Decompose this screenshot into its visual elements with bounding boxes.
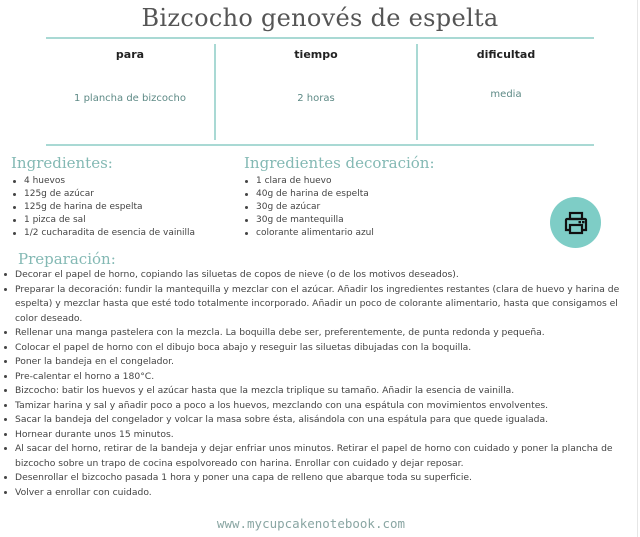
list-item: 40g de harina de espelta (243, 188, 374, 201)
info-value: 2 horas (297, 93, 335, 104)
recipe-title: Bizcocho genovés de espelta (141, 4, 499, 32)
list-item: 30g de azúcar (243, 201, 374, 214)
preparation-heading: Preparación: (18, 250, 116, 268)
divider-bottom (46, 144, 594, 146)
step-item: Volver a enrollar con cuidado. (2, 486, 620, 501)
decoration-list (243, 175, 374, 240)
scrollbar[interactable] (637, 0, 638, 537)
printer-icon (563, 211, 589, 235)
list-item: 125g de harina de espelta (11, 201, 195, 214)
list-item: 1 clara de huevo (243, 175, 374, 188)
preparation-steps (2, 268, 620, 500)
list-item: 125g de azúcar (11, 188, 195, 201)
divider-top (46, 37, 594, 39)
list-item: 1 pizca de sal (11, 214, 195, 227)
step-item: Pre-calentar el horno a 180°C. (2, 370, 620, 385)
step-item: Preparar la decoración: fundir la mantequilla y mezclar con el azúcar. Añadir los ingredientes restantes (clara de huevo y harina de espelta) y mezclar hasta que esté todo totalmente incorporado. Añadir un poco de colorante alimentario, hasta que consigamos el color deseado. (2, 283, 620, 327)
step-item: Bizcocho: batir los huevos y el azúcar hasta que la mezcla triplique su tamaño. Añadir la esencia de vainilla. (2, 384, 620, 399)
step-item: Rellenar una manga pastelera con la mezcla. La boquilla debe ser, preferentemente, de punta redonda y pequeña. (2, 326, 620, 341)
info-value: 1 plancha de bizcocho (74, 93, 186, 104)
ingredients-heading: Ingredientes: (11, 154, 113, 172)
step-item: Al sacar del horno, retirar de la bandeja y dejar enfriar unos minutos. Retirar el papel de horno con cuidado y poner la plancha de bizcocho sobre un trapo de cocina espolvoreado con harina. Enrollar con cuidado y dejar reposar. (2, 442, 620, 471)
info-servings (46, 40, 214, 144)
info-label: para (115, 48, 145, 61)
print-button[interactable] (550, 197, 601, 248)
info-label: dificultad (476, 48, 536, 61)
step-item: Poner la bandeja en el congelador. (2, 355, 620, 370)
info-time (216, 40, 416, 144)
step-item: Decorar el papel de horno, copiando las siluetas de copos de nieve (o de los motivos deseados). (2, 268, 620, 283)
ingredients-list (11, 175, 195, 240)
list-item: 30g de mantequilla (243, 214, 374, 227)
info-difficulty (418, 40, 594, 144)
step-item: Sacar la bandeja del congelador y volcar la masa sobre ésta, alisándola con una espátula para que quede igualada. (2, 413, 620, 428)
info-value: media (490, 89, 522, 100)
info-label: tiempo (294, 48, 338, 61)
step-item: Hornear durante unos 15 minutos. (2, 428, 620, 443)
list-item: 1/2 cucharadita de esencia de vainilla (11, 227, 195, 240)
step-item: Colocar el papel de horno con el dibujo boca abajo y reseguir las siluetas dibujadas con la boquilla. (2, 341, 620, 356)
list-item: colorante alimentario azul (243, 227, 374, 240)
step-item: Tamizar harina y sal y añadir poco a poco a los huevos, mezclando con una espátula con movimientos envolventes. (2, 399, 620, 414)
website-link[interactable]: www.mycupcakenotebook.com (216, 516, 406, 531)
list-item: 4 huevos (11, 175, 195, 188)
step-item: Desenrollar el bizcocho pasada 1 hora y poner una capa de relleno que abarque toda su superficie. (2, 471, 620, 486)
decoration-heading: Ingredientes decoración: (244, 154, 435, 172)
